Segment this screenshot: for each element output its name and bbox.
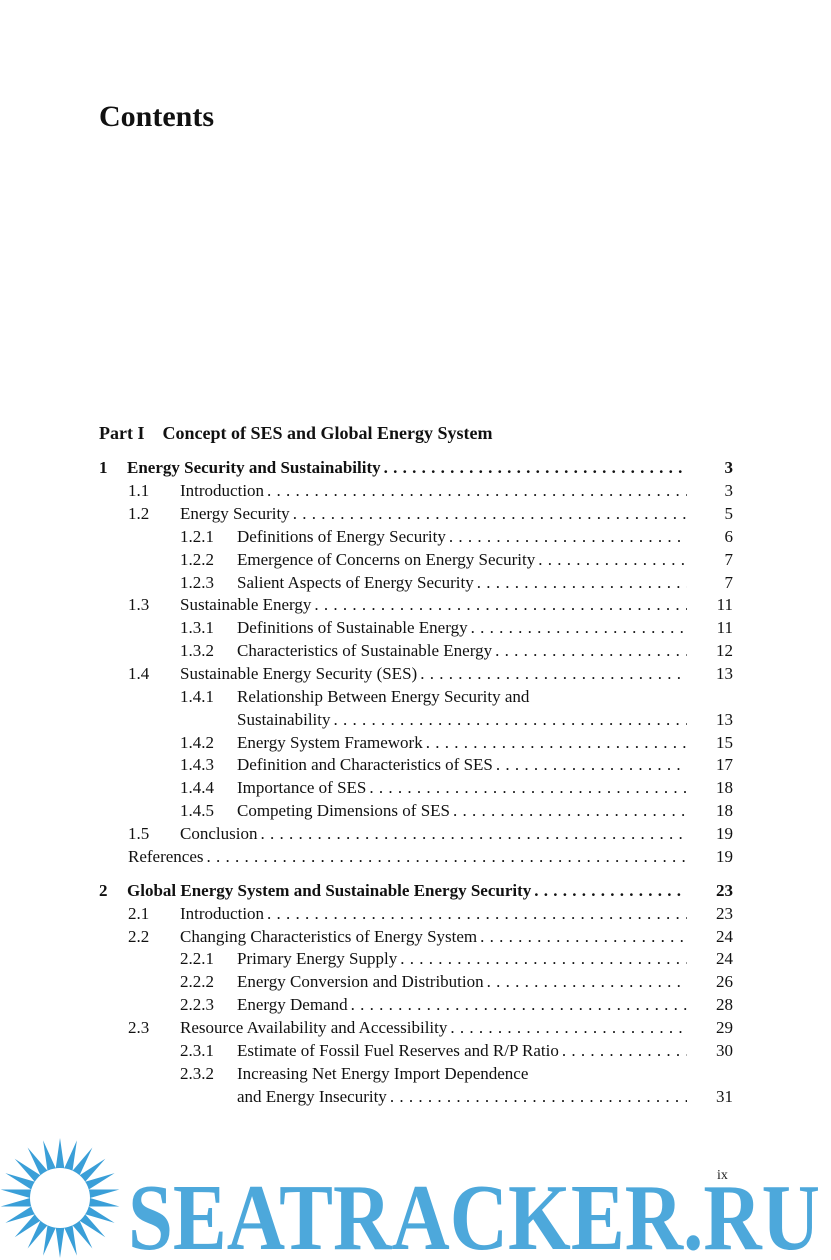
toc-number: 1.1 <box>128 481 150 500</box>
toc-chapter-2[interactable] <box>99 880 733 902</box>
toc-title: Sustainable Energy <box>180 595 314 614</box>
toc-entry[interactable] <box>99 1040 733 1062</box>
toc-title: Global Energy System and Sustainable Energy Security <box>127 881 534 900</box>
toc-entry[interactable] <box>99 549 733 571</box>
toc-page: 7 <box>724 573 733 592</box>
toc-number: 1.3.1 <box>180 618 214 637</box>
toc-title: Characteristics of Sustainable Energy <box>237 641 495 660</box>
toc-title: Definition and Characteristics of SES <box>237 755 496 774</box>
toc-title: Primary Energy Supply <box>237 949 400 968</box>
toc-title: Energy System Framework <box>237 733 426 752</box>
toc-entry[interactable] <box>99 526 733 548</box>
toc-entry-continuation[interactable] <box>99 1086 733 1108</box>
toc-title: Introduction <box>180 481 267 500</box>
toc-title: Estimate of Fossil Fuel Reserves and R/P Ratio <box>237 1041 562 1060</box>
toc-number: 1.4 <box>128 664 150 683</box>
toc-page: 18 <box>716 778 733 797</box>
toc-entry[interactable] <box>99 777 733 799</box>
toc-number: 1.2 <box>128 504 150 523</box>
page-title: Contents <box>99 100 215 133</box>
toc-number: 1.4.5 <box>180 801 214 820</box>
toc-number: 2.2.3 <box>180 995 214 1014</box>
toc-number: 1.2.3 <box>180 573 214 592</box>
toc-number: 1.2.2 <box>180 550 214 569</box>
toc-title: Resource Availability and Accessibility <box>180 1018 450 1037</box>
toc-entry[interactable] <box>99 994 733 1016</box>
toc-entry[interactable] <box>99 480 733 502</box>
toc-number: 1.5 <box>128 824 150 843</box>
watermark <box>0 1138 831 1260</box>
toc-page: 12 <box>716 641 733 660</box>
toc-entry[interactable] <box>99 572 733 594</box>
toc-page: 13 <box>716 664 733 683</box>
toc-page: 19 <box>716 847 733 866</box>
toc-page: 15 <box>716 733 733 752</box>
toc-title: and Energy Insecurity <box>237 1087 390 1106</box>
toc-entry[interactable] <box>99 948 733 970</box>
toc-page: 13 <box>716 710 733 729</box>
toc-number: 1.2.1 <box>180 527 214 546</box>
toc-number: 1.4.2 <box>180 733 214 752</box>
toc-entry[interactable] <box>99 1063 733 1085</box>
toc-title: Changing Characteristics of Energy System <box>180 927 480 946</box>
toc-number: 2.1 <box>128 904 150 923</box>
toc-number: 1.3 <box>128 595 150 614</box>
toc-entry[interactable] <box>99 617 733 639</box>
toc-entry[interactable] <box>99 594 733 616</box>
toc-title: Competing Dimensions of SES <box>237 801 453 820</box>
toc-page: 19 <box>716 824 733 843</box>
toc-entry[interactable] <box>99 903 733 925</box>
toc-page: 31 <box>716 1087 733 1106</box>
part-heading <box>99 423 493 444</box>
toc-entry[interactable] <box>99 754 733 776</box>
toc-page: 11 <box>716 618 733 637</box>
toc-entry[interactable] <box>99 800 733 822</box>
toc-entry[interactable] <box>99 971 733 993</box>
toc-number: 2.2.2 <box>180 972 214 991</box>
toc-page: 23 <box>716 881 733 900</box>
toc-entry[interactable] <box>99 926 733 948</box>
toc-title: Salient Aspects of Energy Security <box>237 573 477 592</box>
toc-references[interactable] <box>99 846 733 868</box>
page-number: ix <box>717 1168 728 1183</box>
toc-page: 29 <box>716 1018 733 1037</box>
toc-title: Relationship Between Energy Security and <box>237 687 532 706</box>
toc-entry[interactable] <box>99 663 733 685</box>
toc-number: 2.3 <box>128 1018 150 1037</box>
toc-number: 1 <box>99 458 108 477</box>
toc-page: 5 <box>724 504 733 523</box>
toc-number: 1.4.1 <box>180 687 214 706</box>
toc-page: 23 <box>716 904 733 923</box>
toc-title: References <box>128 847 207 866</box>
toc-page: 28 <box>716 995 733 1014</box>
toc-title: Emergence of Concerns on Energy Security <box>237 550 538 569</box>
toc-page: 6 <box>724 527 733 546</box>
toc-title: Energy Security <box>180 504 293 523</box>
part-title: Concept of SES and Global Energy System <box>162 423 493 443</box>
toc-title: Increasing Net Energy Import Dependence <box>237 1064 531 1083</box>
toc-entry[interactable] <box>99 686 733 708</box>
toc-page: 11 <box>716 595 733 614</box>
toc-number: 2 <box>99 881 108 900</box>
toc-page: 17 <box>716 755 733 774</box>
toc-title: Sustainable Energy Security (SES) <box>180 664 420 683</box>
toc-title: Definitions of Energy Security <box>237 527 449 546</box>
toc-title: Introduction <box>180 904 267 923</box>
toc-page: 18 <box>716 801 733 820</box>
sun-core <box>30 1168 90 1228</box>
sun-icon <box>1 1138 120 1258</box>
toc-title: Definitions of Sustainable Energy <box>237 618 471 637</box>
toc-page: 26 <box>716 972 733 991</box>
toc-page: 24 <box>716 927 733 946</box>
toc-title: Energy Conversion and Distribution <box>237 972 487 991</box>
toc-page: 30 <box>716 1041 733 1060</box>
toc-title: Energy Security and Sustainability <box>127 458 384 477</box>
toc-entry[interactable] <box>99 732 733 754</box>
toc-number: 1.4.3 <box>180 755 214 774</box>
toc-number: 1.4.4 <box>180 778 214 797</box>
toc-entry[interactable] <box>99 823 733 845</box>
toc-title: Importance of SES <box>237 778 369 797</box>
part-label: Part I <box>99 423 145 443</box>
toc-chapter-1[interactable] <box>99 457 733 479</box>
toc-title: Energy Demand <box>237 995 351 1014</box>
toc-entry[interactable] <box>99 1017 733 1039</box>
toc-title: Sustainability <box>237 710 334 729</box>
toc-number: 2.3.2 <box>180 1064 214 1083</box>
toc-number: 2.2 <box>128 927 150 946</box>
toc-entry-continuation[interactable] <box>99 709 733 731</box>
toc-number: 1.3.2 <box>180 641 214 660</box>
toc-page: 3 <box>724 458 733 477</box>
toc-page: 7 <box>724 550 733 569</box>
toc-page: 24 <box>716 949 733 968</box>
toc-entry[interactable] <box>99 503 733 525</box>
toc-title: Conclusion <box>180 824 260 843</box>
watermark-text: SEATRACKER.RU <box>128 1166 820 1260</box>
toc-entry[interactable] <box>99 640 733 662</box>
toc-page: 3 <box>724 481 733 500</box>
toc-number: 2.2.1 <box>180 949 214 968</box>
toc-number: 2.3.1 <box>180 1041 214 1060</box>
